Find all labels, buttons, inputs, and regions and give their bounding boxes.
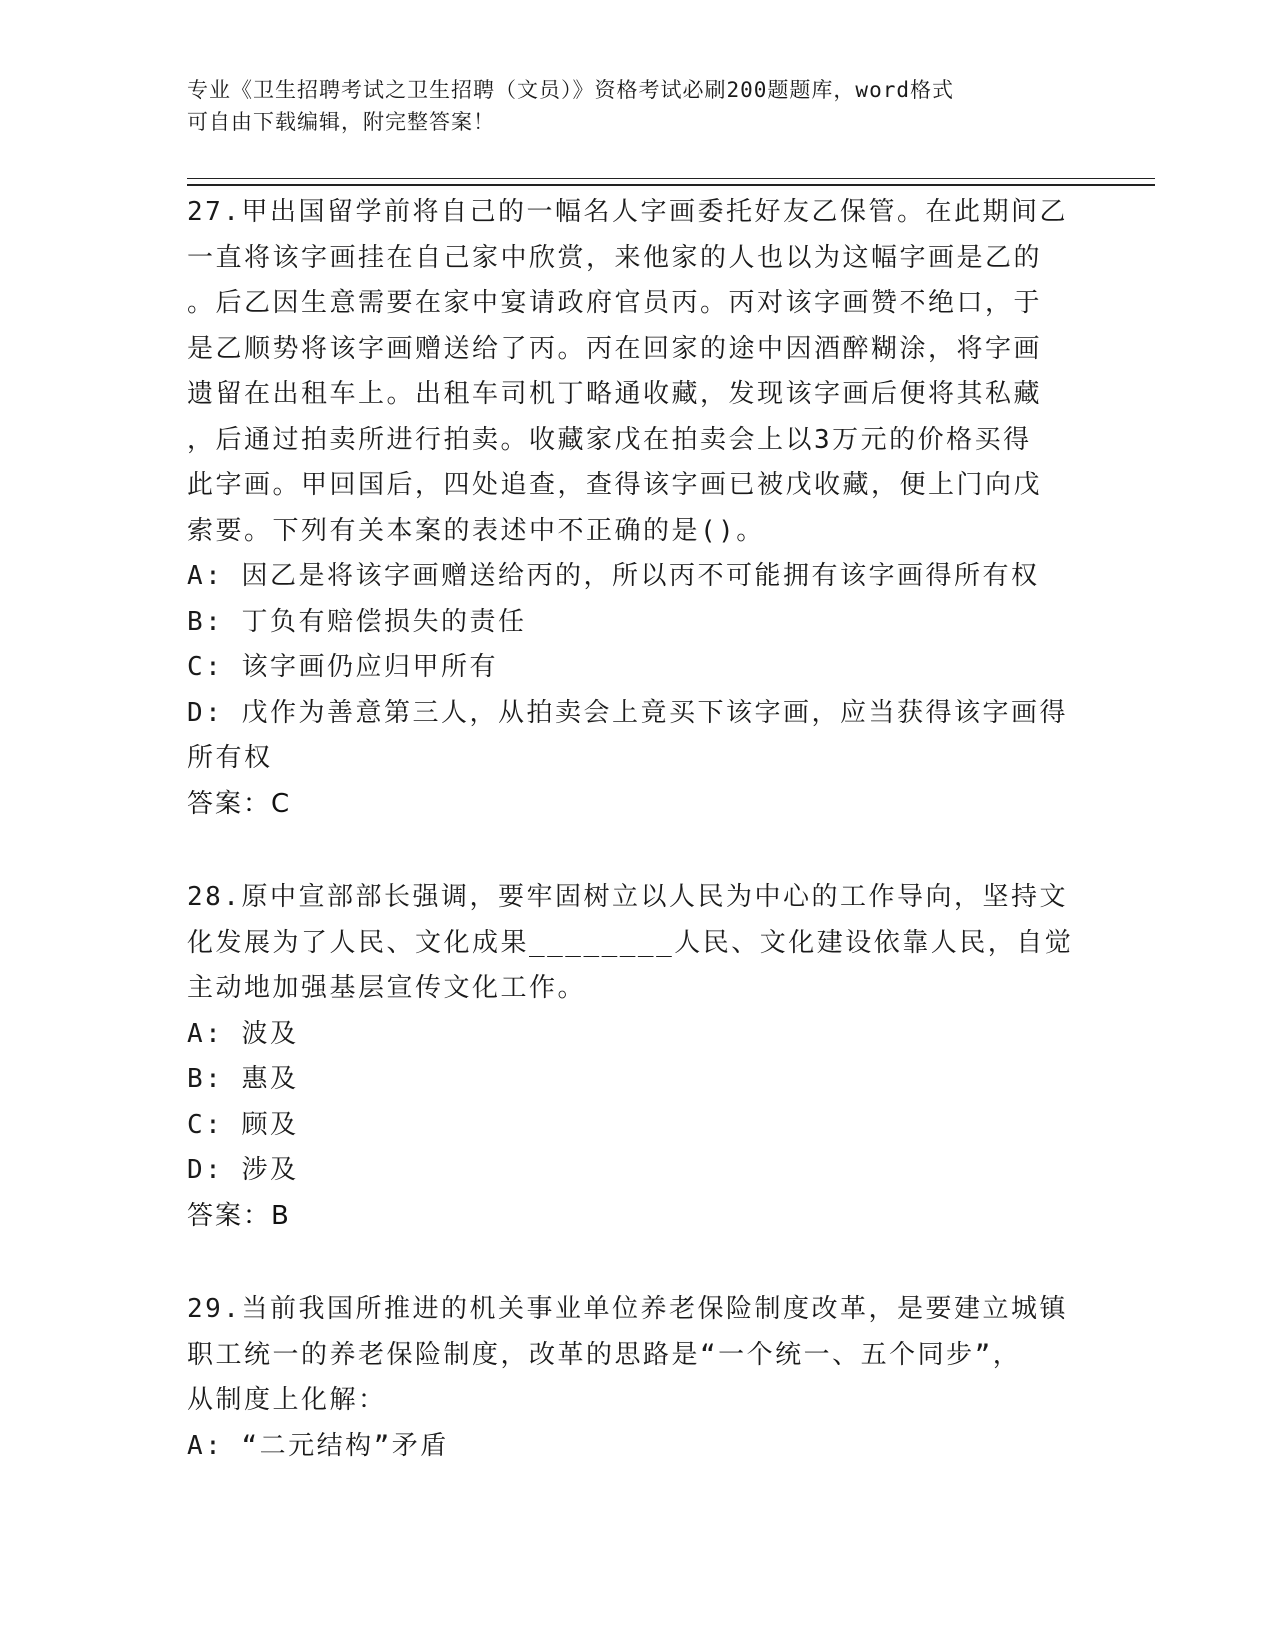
question-stem-line: 遗留在出租车上。出租车司机丁略通收藏，发现该字画后便将其私藏 [187,379,1043,409]
option-b: B: 惠及 [187,1064,299,1094]
option-d: D: 戊作为善意第三人，从拍卖会上竟买下该字画，应当获得该字画得 [187,697,1068,728]
option-a: A: “二元结构”矛盾 [187,1430,449,1461]
question-stem-line: 29.当前我国所推进的机关事业单位养老保险制度改革，是要建立城镇 [187,1294,1068,1324]
question-stem-line: 27.甲出国留学前将自己的一幅名人字画委托好友乙保管。在此期间乙 [187,197,1068,227]
answer: 答案：C [187,788,292,819]
question-27 [187,190,1077,827]
question-stem-line: 是乙顺势将该字画赠送给了丙。丙在回家的途中因酒醉糊涂，将字画 [187,333,1043,364]
question-stem-line: ，后通过拍卖所进行拍卖。收藏家戊在拍卖会上以3万元的价格买得 [187,424,1032,455]
question-stem-line: 28.原中宣部部长强调，要牢固树立以人民为中心的工作导向，坚持文 [187,882,1068,912]
option-a: A: 波及 [187,1018,299,1049]
question-stem-line: 。后乙因生意需要在家中宴请政府官员丙。丙对该字画赞不绝口，于 [187,288,1043,318]
question-stem-line: 从制度上化解： [187,1385,387,1415]
option-a: A: 因乙是将该字画赠送给丙的，所以丙不可能拥有该字画得所有权 [187,561,1040,591]
question-stem-line: 职工统一的养老保险制度，改革的思路是“一个统一、五个同步”， [187,1339,1022,1370]
option-d-continued: 所有权 [187,743,273,773]
option-b: B: 丁负有赔偿损失的责任 [187,606,527,637]
question-stem-line: 索要。下列有关本案的表述中不正确的是()。 [187,515,765,546]
answer: 答案：B [187,1200,291,1231]
page-header [187,74,1067,138]
header-line-1: 专业《卫生招聘考试之卫生招聘（文员）》资格考试必刷200题题库，word格式 [187,78,954,102]
header-line-2: 可自由下载编辑，附完整答案！ [187,110,495,134]
option-c: C: 顾及 [187,1109,299,1140]
header-divider [187,178,1155,186]
question-29 [187,1287,1077,1469]
question-stem-line: 主动地加强基层宣传文化工作。 [187,973,587,1003]
option-c: C: 该字画仍应归甲所有 [187,652,498,682]
option-d: D: 涉及 [187,1155,299,1185]
question-stem-line: 一直将该字画挂在自己家中欣赏，来他家的人也以为这幅字画是乙的 [187,242,1043,273]
question-list [187,190,1077,1517]
question-stem-line: 化发展为了人民、文化成果________人民、文化建设依靠人民，自觉 [187,927,1074,958]
question-28 [187,875,1077,1239]
question-stem-line: 此字画。甲回国后，四处追查，查得该字画已被戊收藏，便上门向戊 [187,470,1043,500]
